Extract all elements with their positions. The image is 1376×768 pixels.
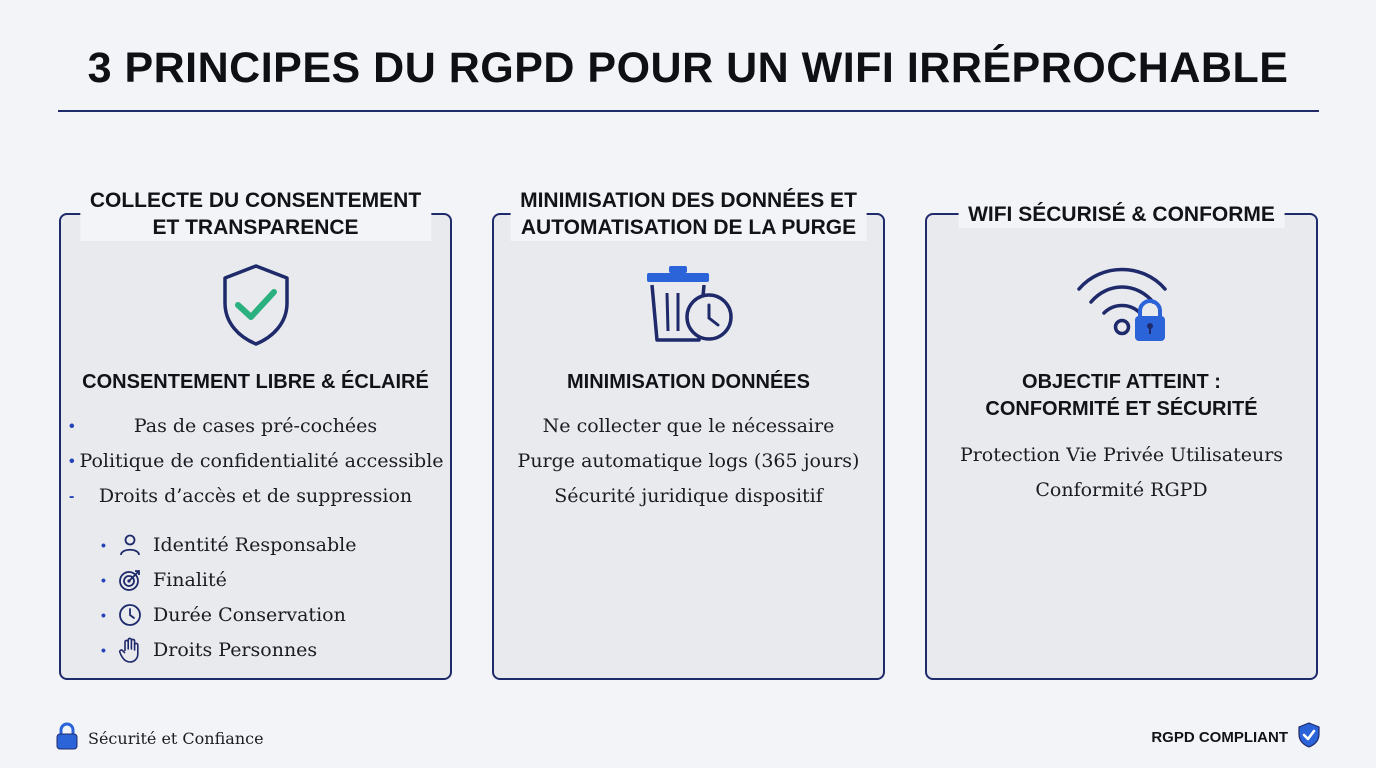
bullet-dot: - <box>69 488 75 505</box>
footer-right-text: RGPD COMPLIANT <box>1151 729 1288 746</box>
card-consent-line: Pas de cases pré-cochées <box>133 415 378 437</box>
bullet-dot: • <box>101 607 106 623</box>
list-item <box>101 530 356 560</box>
list-item <box>101 600 346 630</box>
bullet-dot: • <box>69 453 75 470</box>
lock-icon <box>56 722 78 755</box>
bullet-dot: • <box>101 537 106 553</box>
card-wifi-subheading <box>927 369 1316 423</box>
card-minimisation-line: Ne collecter que le nécessaire <box>542 415 835 437</box>
list-item <box>101 565 227 595</box>
bullet-dot: • <box>101 642 106 658</box>
card-heading-line: AUTOMATISATION DE LA PURGE <box>520 216 857 239</box>
sub-item-label: Finalité <box>153 569 227 591</box>
card-minimisation-line: Sécurité juridique dispositif <box>554 485 823 507</box>
title-divider <box>58 110 1319 112</box>
sub-item-label: Durée Conservation <box>153 604 346 626</box>
subheading-line: CONFORMITÉ ET SÉCURITÉ <box>985 398 1258 420</box>
subheading-line: OBJECTIF ATTEINT : <box>1022 371 1221 393</box>
card-heading-line: ET TRANSPARENCE <box>152 216 359 239</box>
card-consent <box>59 189 452 680</box>
card-minimisation-heading <box>510 187 867 241</box>
card-heading-line: COLLECTE DU CONSENTEMENT <box>89 189 422 212</box>
list-item <box>101 635 317 665</box>
footer-left <box>56 722 264 755</box>
hand-icon <box>117 637 143 663</box>
clock-icon <box>117 602 143 628</box>
page-title: 3 PRINCIPES DU RGPD POUR UN WIFI IRRÉPROCHABLE <box>87 44 1289 92</box>
footer-right <box>1151 722 1320 753</box>
card-minimisation-subheading: MINIMISATION DONNÉES <box>567 371 810 393</box>
card-wifi-line: Protection Vie Privée Utilisateurs <box>959 444 1284 466</box>
card-wifi <box>925 203 1318 680</box>
bullet-dot: • <box>69 418 75 435</box>
card-consent-heading <box>80 187 431 241</box>
card-minimisation <box>492 189 885 680</box>
footer-left-text: Sécurité et Confiance <box>88 729 264 748</box>
card-wifi-line: Conformité RGPD <box>1035 479 1208 501</box>
card-consent-subheading: CONSENTEMENT LIBRE & ÉCLAIRÉ <box>82 371 429 393</box>
sub-item-label: Identité Responsable <box>153 534 357 556</box>
bullet-dot: • <box>101 572 106 588</box>
trash-clock-icon <box>643 263 735 350</box>
shield-check-icon <box>221 263 291 352</box>
target-icon <box>117 567 143 593</box>
sub-item-label: Droits Personnes <box>153 639 318 661</box>
card-heading-line: MINIMISATION DES DONNÉES ET <box>520 189 857 212</box>
person-icon <box>117 532 143 558</box>
shield-check-icon <box>1298 722 1320 753</box>
wifi-lock-icon <box>1076 265 1168 350</box>
card-consent-line: Droits d’accès et de suppression <box>98 485 413 507</box>
card-minimisation-line: Purge automatique logs (365 jours) <box>517 450 860 472</box>
card-wifi-heading: WIFI SÉCURISÉ & CONFORME <box>958 201 1285 228</box>
card-consent-line: Politique de confidentialité accessible <box>79 450 444 472</box>
